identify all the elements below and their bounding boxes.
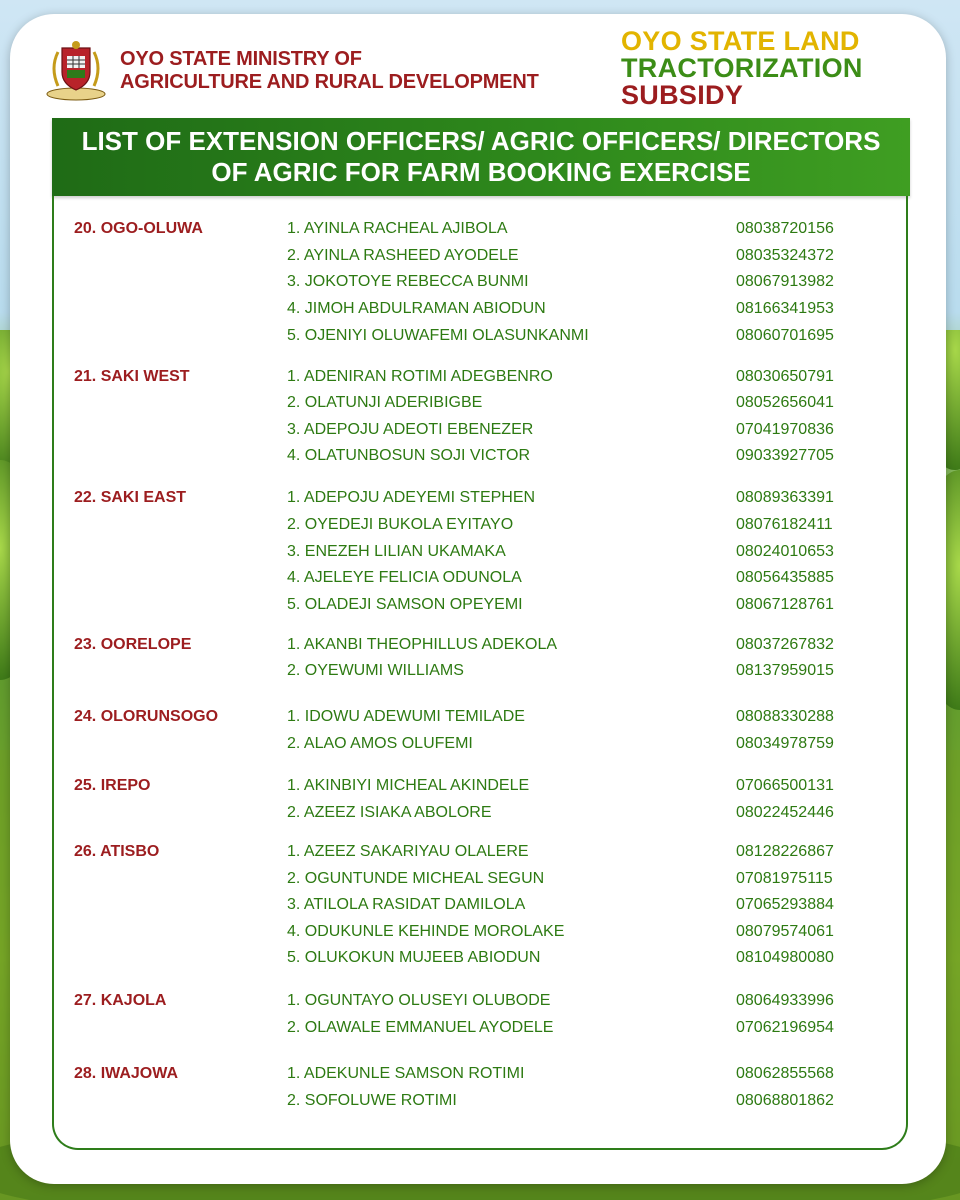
officer-name: 2. OGUNTUNDE MICHEAL SEGUN (287, 870, 545, 887)
lga-name: 22. SAKI EAST (74, 489, 187, 506)
officer-name: 1. ADEPOJU ADEYEMI STEPHEN (287, 489, 536, 506)
ministry-line-2: AGRICULTURE AND RURAL DEVELOPMENT (120, 71, 539, 93)
officer-name: 2. OLAWALE EMMANUEL AYODELE (287, 1019, 554, 1036)
officer-phone: 08056435885 (736, 569, 834, 586)
officer-name: 1. OGUNTAYO OLUSEYI OLUBODE (287, 992, 551, 1009)
officer-phone: 08137959015 (736, 662, 834, 679)
officer-phone: 08024010653 (736, 543, 834, 560)
officer-phone: 08037267832 (736, 636, 834, 653)
officer-name: 3. ENEZEH LILIAN UKAMAKA (287, 543, 506, 560)
officer-phone: 07066500131 (736, 777, 834, 794)
officer-phone: 08104980080 (736, 949, 834, 966)
officer-phone: 08034978759 (736, 735, 834, 752)
officer-name: 5. OLUKOKUN MUJEEB ABIODUN (287, 949, 541, 966)
officer-phone: 08052656041 (736, 394, 834, 411)
officer-name: 2. OYEDEJI BUKOLA EYITAYO (287, 516, 514, 533)
lga-name: 27. KAJOLA (74, 992, 167, 1009)
officer-phone: 08068801862 (736, 1092, 834, 1109)
oyo-state-coat-of-arms-icon (44, 38, 108, 102)
officer-name: 1. ADEKUNLE SAMSON ROTIMI (287, 1065, 525, 1082)
officer-name: 1. AZEEZ SAKARIYAU OLALERE (287, 843, 529, 860)
officer-phone: 08030650791 (736, 368, 834, 385)
program-title (621, 28, 863, 109)
officer-name: 1. AYINLA RACHEAL AJIBOLA (287, 220, 508, 237)
banner-line-1: LIST OF EXTENSION OFFICERS/ AGRIC OFFICERS/ DIRECTORS (81, 126, 881, 156)
program-line-1: OYO STATE LAND (621, 26, 860, 56)
officer-phone: 08088330288 (736, 708, 834, 725)
officer-name: 5. OLADEJI SAMSON OPEYEMI (287, 596, 523, 613)
officer-phone: 08128226867 (736, 843, 834, 860)
officer-phone: 07062196954 (736, 1019, 834, 1036)
program-line-2: TRACTORIZATION (621, 53, 863, 83)
officer-name: 1. ADENIRAN ROTIMI ADEGBENRO (287, 368, 553, 385)
officer-phone: 08022452446 (736, 804, 834, 821)
officer-name: 4. AJELEYE FELICIA ODUNOLA (287, 569, 522, 586)
list-title-banner (52, 118, 910, 196)
ministry-line-1: OYO STATE MINISTRY OF (120, 48, 362, 70)
officer-phone: 08062855568 (736, 1065, 834, 1082)
officer-name: 4. OLATUNBOSUN SOJI VICTOR (287, 447, 531, 464)
officer-name: 2. AZEEZ ISIAKA ABOLORE (287, 804, 492, 821)
officer-name: 3. ATILOLA RASIDAT DAMILOLA (287, 896, 526, 913)
officer-phone: 08060701695 (736, 327, 834, 344)
program-line-3: SUBSIDY (621, 80, 744, 110)
lga-name: 26. ATISBO (74, 843, 160, 860)
officer-phone: 08038720156 (736, 220, 834, 237)
officer-phone: 08076182411 (736, 516, 833, 533)
lga-name: 23. OORELOPE (74, 636, 192, 653)
officer-phone: 08067128761 (736, 596, 834, 613)
officer-name: 2. OYEWUMI WILLIAMS (287, 662, 464, 679)
officer-name: 2. OLATUNJI ADERIBIGBE (287, 394, 483, 411)
officer-name: 1. IDOWU ADEWUMI TEMILADE (287, 708, 525, 725)
officer-phone: 08079574061 (736, 923, 834, 940)
officer-phone: 08089363391 (736, 489, 834, 506)
officer-phone: 09033927705 (736, 447, 834, 464)
officer-phone: 08166341953 (736, 300, 834, 317)
officer-phone: 08035324372 (736, 247, 834, 264)
banner-line-2: OF AGRIC FOR FARM BOOKING EXERCISE (211, 157, 751, 187)
ministry-name (120, 48, 560, 94)
officer-name: 4. JIMOH ABDULRAMAN ABIODUN (287, 300, 546, 317)
officer-name: 1. AKINBIYI MICHEAL AKINDELE (287, 777, 530, 794)
lga-name: 21. SAKI WEST (74, 368, 190, 385)
lga-name: 25. IREPO (74, 777, 151, 794)
officer-name: 2. ALAO AMOS OLUFEMI (287, 735, 473, 752)
officer-name: 2. SOFOLUWE ROTIMI (287, 1092, 457, 1109)
officer-name: 3. JOKOTOYE REBECCA BUNMI (287, 273, 529, 290)
officer-phone: 08067913982 (736, 273, 834, 290)
officer-name: 1. AKANBI THEOPHILLUS ADEKOLA (287, 636, 558, 653)
officer-name: 3. ADEPOJU ADEOTI EBENEZER (287, 421, 534, 438)
officer-name: 4. ODUKUNLE KEHINDE MOROLAKE (287, 923, 565, 940)
lga-name: 24. OLORUNSOGO (74, 708, 219, 725)
officer-phone: 07065293884 (736, 896, 834, 913)
officer-name: 5. OJENIYI OLUWAFEMI OLASUNKANMI (287, 327, 589, 344)
lga-name: 20. OGO-OLUWA (74, 220, 203, 237)
officer-phone: 07041970836 (736, 421, 834, 438)
officer-name: 2. AYINLA RASHEED AYODELE (287, 247, 519, 264)
officer-phone: 07081975115 (736, 870, 833, 887)
officer-phone: 08064933996 (736, 992, 834, 1009)
lga-name: 28. IWAJOWA (74, 1065, 179, 1082)
